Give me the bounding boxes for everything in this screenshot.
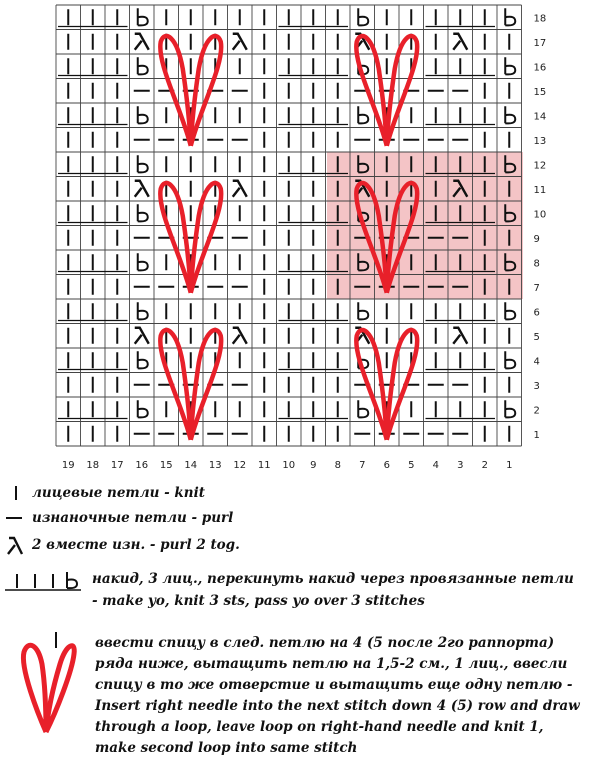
knit-symbol-icon xyxy=(10,485,22,501)
row-number: 9 xyxy=(533,233,540,245)
purl-symbol-icon xyxy=(4,512,24,524)
p2tog-stitch xyxy=(453,34,467,50)
yo-pass-stitch xyxy=(358,8,368,25)
row-number: 1 xyxy=(533,429,540,441)
p2tog-stitch xyxy=(135,181,149,197)
column-number: 1 xyxy=(506,460,513,470)
column-number: 13 xyxy=(208,460,222,470)
row-number: 18 xyxy=(533,13,547,25)
column-number: 14 xyxy=(184,460,198,470)
yo-pass-stitch xyxy=(138,155,148,172)
p2tog-stitch xyxy=(233,181,247,197)
legend-yo-line2: - make yo, knit 3 sts, pass yo over 3 stitches xyxy=(92,593,425,609)
yo-pass-stitch xyxy=(505,400,515,417)
column-number: 11 xyxy=(257,460,271,470)
row-number: 11 xyxy=(533,184,547,196)
column-number: 19 xyxy=(61,460,75,470)
column-number: 5 xyxy=(408,460,415,470)
row-number: 12 xyxy=(533,160,547,172)
yo-pass-stitch xyxy=(138,8,148,25)
row-number: 3 xyxy=(533,380,540,392)
row-number: 8 xyxy=(533,258,540,270)
legend-yo-line1: накид, 3 лиц., перекинуть накид через провязанные петли xyxy=(92,571,574,587)
column-number: 2 xyxy=(481,460,488,470)
row-number: 16 xyxy=(533,62,547,74)
yo-pass-stitch xyxy=(138,400,148,417)
row-number: 13 xyxy=(533,135,547,147)
yo-pass-stitch xyxy=(358,400,368,417)
row-number: 14 xyxy=(533,111,547,123)
column-number: 16 xyxy=(135,460,149,470)
column-numbers xyxy=(62,460,513,470)
legend-purl: изнаночные петли - purl xyxy=(32,510,234,526)
legend-p2tog: 2 вместе изн. - purl 2 tog. xyxy=(32,537,240,553)
p2tog-symbol-icon xyxy=(5,536,25,556)
column-number: 9 xyxy=(310,460,317,470)
row-number: 6 xyxy=(533,307,540,319)
yo-pass-stitch xyxy=(358,106,368,123)
column-number: 10 xyxy=(282,460,296,470)
yo-pass-stitch xyxy=(358,302,368,319)
yo-pass-stitch xyxy=(138,351,148,368)
row-number: 2 xyxy=(533,405,540,417)
row-number: 17 xyxy=(533,37,547,49)
yo-pass-stitch xyxy=(138,57,148,74)
column-number: 3 xyxy=(457,460,464,470)
yo-pass-stitch xyxy=(505,57,515,74)
p2tog-stitch xyxy=(135,328,149,344)
yo-pass-stitch xyxy=(505,8,515,25)
row-number: 10 xyxy=(533,209,547,221)
row-number: 5 xyxy=(533,331,540,343)
yo-pass-stitch xyxy=(138,106,148,123)
yo-pass-stitch xyxy=(505,351,515,368)
yo-pass-stitch xyxy=(138,253,148,270)
row-number: 15 xyxy=(533,86,547,98)
column-number: 7 xyxy=(359,460,366,470)
yo-pass-symbol-icon xyxy=(5,568,85,592)
yo-pass-stitch xyxy=(138,302,148,319)
yo-pass-stitch xyxy=(505,302,515,319)
legend-knit: лицевые петли - knit xyxy=(32,485,205,501)
p2tog-stitch xyxy=(233,328,247,344)
heart-loop-icon xyxy=(8,628,88,738)
row-number: 4 xyxy=(533,356,540,368)
column-number: 17 xyxy=(110,460,124,470)
column-number: 8 xyxy=(334,460,341,470)
p2tog-stitch xyxy=(453,328,467,344)
legend-heart-loop: ввести спицу в след. петлю на 4 (5 после 2го раппорта) ряда ниже, вытащить петлю на 1,5-2 см., 1 лиц., ввесли спицу в то же отверстие и вытащить еще одну петлю - Insert right needle into the next stitch down 4 (5) row and draw through a loop, leave loop on right-hand needle and knit 1, make second loop into same stitch xyxy=(95,635,580,756)
yo-pass-stitch xyxy=(138,204,148,221)
yo-pass-stitch xyxy=(505,106,515,123)
column-number: 4 xyxy=(432,460,439,470)
column-number: 6 xyxy=(383,460,390,470)
row-numbers xyxy=(534,13,547,441)
column-number: 12 xyxy=(233,460,247,470)
column-number: 18 xyxy=(86,460,100,470)
p2tog-stitch xyxy=(233,34,247,50)
column-number: 15 xyxy=(159,460,173,470)
row-number: 7 xyxy=(533,282,540,294)
p2tog-stitch xyxy=(135,34,149,50)
